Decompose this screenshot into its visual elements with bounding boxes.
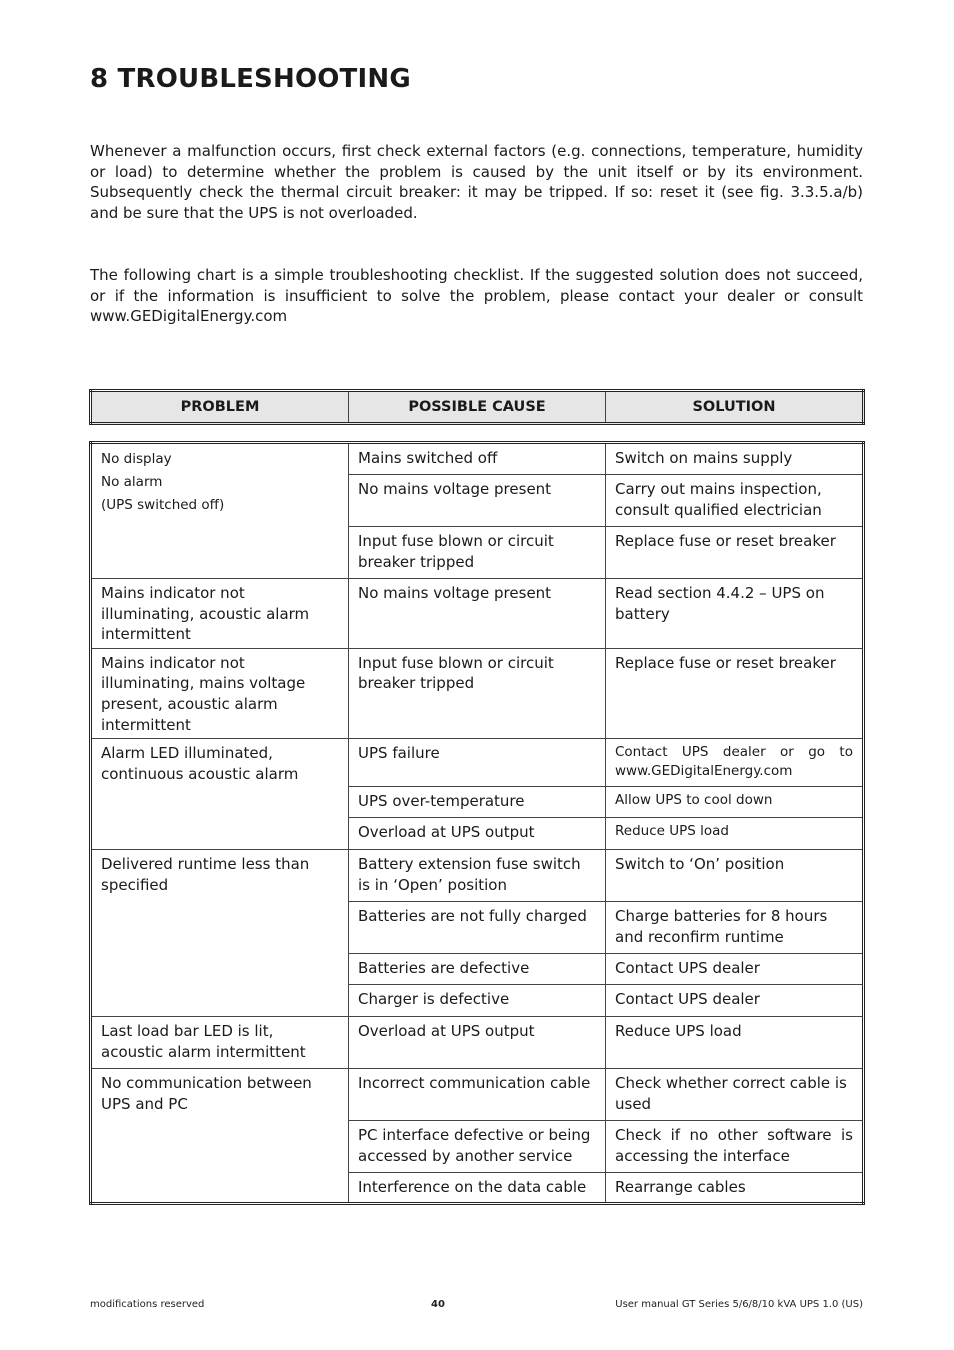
header-problem: PROBLEM xyxy=(91,391,349,424)
table-row xyxy=(91,1069,864,1121)
cause-cell: No mains voltage present xyxy=(349,579,606,649)
solution-cell: Replace fuse or reset breaker xyxy=(606,648,864,738)
cause-cell: PC interface defective or being accessed by another service xyxy=(349,1121,606,1173)
cause-cell: UPS failure xyxy=(349,739,606,787)
solution-cell: Allow UPS to cool down xyxy=(606,787,864,818)
cause-cell: No mains voltage present xyxy=(349,475,606,527)
cause-cell: Mains switched off xyxy=(349,443,606,475)
solution-cell: Check whether correct cable is used xyxy=(606,1069,864,1121)
footer-note: modifications reserved xyxy=(90,1299,205,1310)
cause-cell: Interference on the data cable xyxy=(349,1173,606,1204)
problem-cell: Mains indicator not illuminating, mains voltage present, acoustic alarm intermittent xyxy=(91,648,349,738)
cause-cell: Input fuse blown or circuit breaker tripped xyxy=(349,648,606,738)
solution-cell: Read section 4.4.2 – UPS on battery xyxy=(606,579,864,649)
cause-cell: Overload at UPS output xyxy=(349,818,606,850)
checklist-paragraph: The following chart is a simple troubleshooting checklist. If the suggested solution does not succeed, or if the information is insufficient to solve the problem, please contact your dealer or consult www.GEDigitalEnergy.com xyxy=(90,266,863,326)
cause-cell: Batteries are defective xyxy=(349,954,606,985)
solution-cell: Switch to ‘On’ position xyxy=(606,850,864,902)
table-row xyxy=(91,443,864,475)
problem-line: (UPS switched off) xyxy=(101,497,225,513)
table-row xyxy=(91,850,864,902)
solution-cell: Contact UPS dealer xyxy=(606,985,864,1017)
problem-cell xyxy=(91,443,349,579)
solution-cell: Carry out mains inspection, consult qualified electrician xyxy=(606,475,864,527)
solution-cell: Reduce UPS load xyxy=(606,1017,864,1069)
page-number: 40 xyxy=(431,1299,445,1310)
document-title: User manual GT Series 5/6/8/10 kVA UPS 1.0 (US) xyxy=(615,1299,863,1310)
problem-cell: Last load bar LED is lit, acoustic alarm intermittent xyxy=(91,1017,349,1069)
problem-cell: Delivered runtime less than specified xyxy=(91,850,349,1017)
problem-cell: Alarm LED illuminated, continuous acoustic alarm xyxy=(91,739,349,850)
solution-cell: Rearrange cables xyxy=(606,1173,864,1204)
solution-cell: Switch on mains supply xyxy=(606,443,864,475)
solution-cell: Reduce UPS load xyxy=(606,818,864,850)
problem-line: No display xyxy=(101,451,172,467)
solution-cell: Replace fuse or reset breaker xyxy=(606,527,864,579)
cause-cell: Batteries are not fully charged xyxy=(349,902,606,954)
page-title: 8 TROUBLESHOOTING xyxy=(90,64,411,94)
problem-cell: Mains indicator not illuminating, acoustic alarm intermittent xyxy=(91,579,349,649)
cause-cell: UPS over-temperature xyxy=(349,787,606,818)
solution-cell: Check if no other software is accessing the interface xyxy=(606,1121,864,1173)
cause-cell: Battery extension fuse switch is in ‘Open’ position xyxy=(349,850,606,902)
table-row xyxy=(91,1017,864,1069)
table-row xyxy=(91,579,864,649)
table-row xyxy=(91,739,864,787)
problem-line: No alarm xyxy=(101,474,163,490)
troubleshooting-table xyxy=(89,441,865,1205)
problem-cell: No communication between UPS and PC xyxy=(91,1069,349,1204)
cause-cell: Charger is defective xyxy=(349,985,606,1017)
header-solution: SOLUTION xyxy=(606,391,864,424)
solution-cell: Contact UPS dealer xyxy=(606,954,864,985)
table-header xyxy=(89,389,865,425)
solution-cell: Charge batteries for 8 hours and reconfirm runtime xyxy=(606,902,864,954)
cause-cell: Overload at UPS output xyxy=(349,1017,606,1069)
cause-cell: Incorrect communication cable xyxy=(349,1069,606,1121)
cause-cell: Input fuse blown or circuit breaker tripped xyxy=(349,527,606,579)
intro-paragraph: Whenever a malfunction occurs, first check external factors (e.g. connections, temperature, humidity or load) to determine whether the problem is caused by the unit itself or by its environment. Subsequently check the thermal circuit breaker: it may be tripped. If so: reset it (see fig. 3.3.5.a/b) and be sure that the UPS is not overloaded. xyxy=(90,142,863,222)
table-row xyxy=(91,648,864,738)
solution-cell: Contact UPS dealer or go to www.GEDigitalEnergy.com xyxy=(606,739,864,787)
header-possible-cause: POSSIBLE CAUSE xyxy=(349,391,606,424)
